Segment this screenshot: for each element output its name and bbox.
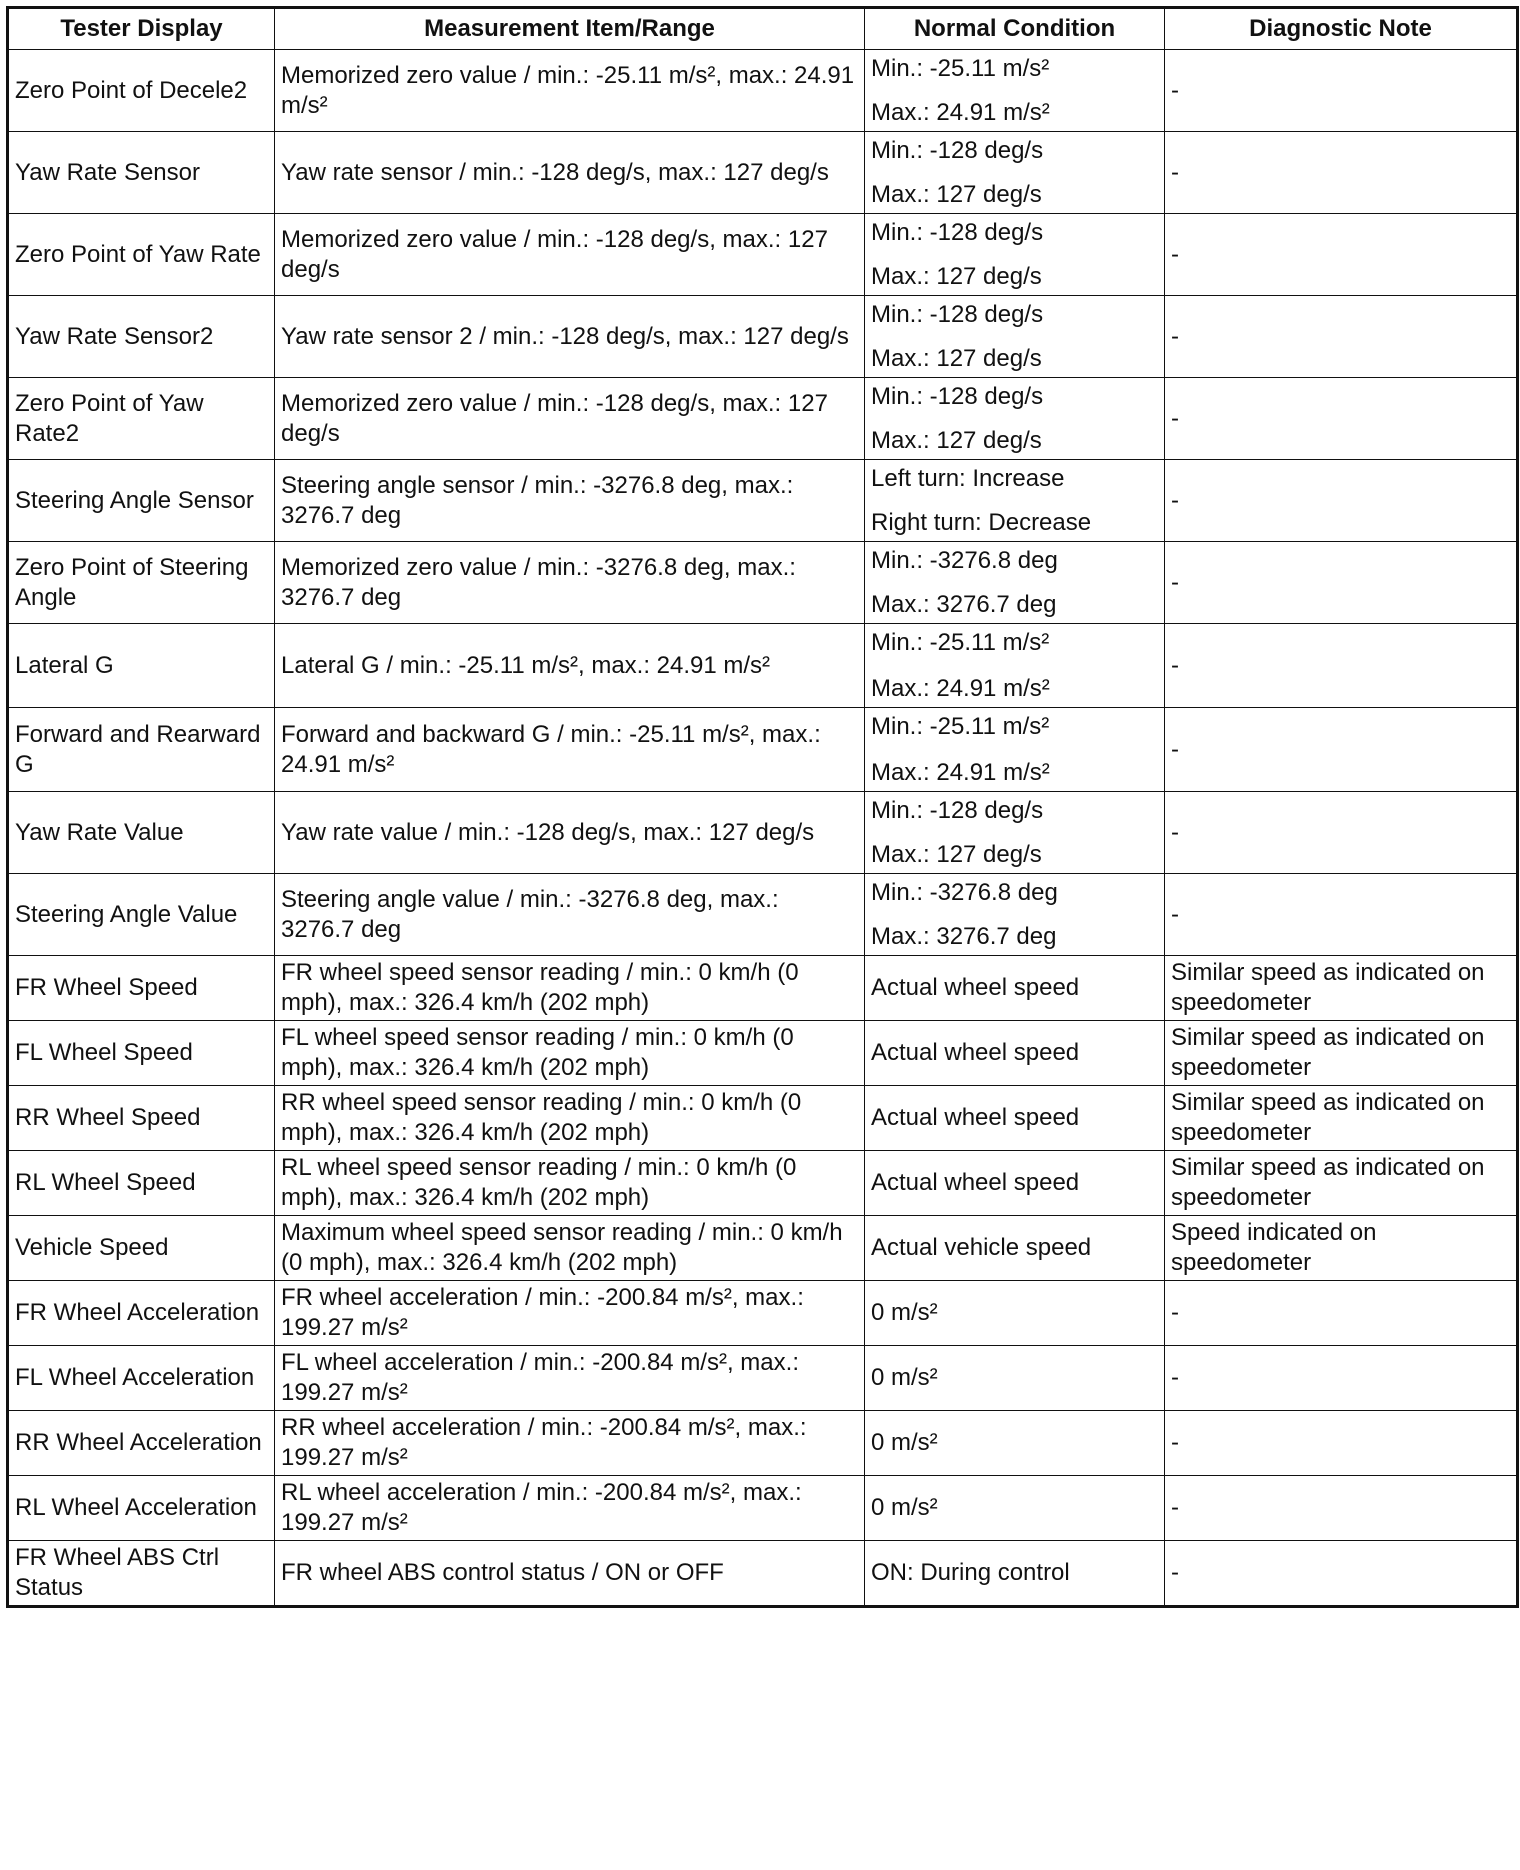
cell-tester-display: Zero Point of Yaw Rate2 [8,378,275,460]
table-row [8,132,1518,214]
normal-condition-line-2: Max.: 127 deg/s [871,840,1042,868]
table-row [8,1346,1518,1411]
cell-measurement-range: Yaw rate value / min.: -128 deg/s, max.: 127 deg/s [275,792,865,874]
normal-condition-line-2: Max.: 127 deg/s [871,344,1042,372]
cell-tester-display: Zero Point of Steering Angle [8,542,275,624]
cell-normal-condition [865,1216,1165,1281]
cell-measurement-range: RR wheel acceleration / min.: -200.84 m/s², max.: 199.27 m/s² [275,1411,865,1476]
normal-condition-line-1: Min.: -128 deg/s [871,796,1044,824]
normal-condition-line-1: 0 m/s² [871,1429,938,1456]
normal-condition-line-2: Max.: 127 deg/s [871,262,1042,290]
normal-condition-line-1: Min.: -128 deg/s [871,382,1044,410]
table-row [8,50,1518,132]
table-row [8,1541,1518,1607]
cell-measurement-range: FR wheel speed sensor reading / min.: 0 km/h (0 mph), max.: 326.4 km/h (202 mph) [275,956,865,1021]
cell-diagnostic-note: - [1165,874,1518,956]
cell-normal-condition [865,378,1165,460]
normal-condition-line-2: Max.: 24.91 m/s² [871,98,1050,126]
normal-condition-line-1: Min.: -25.11 m/s² [871,712,1050,740]
normal-condition-line-1: Min.: -3276.8 deg [871,878,1058,906]
cell-diagnostic-note: - [1165,1346,1518,1411]
normal-condition-line-2: Max.: 3276.7 deg [871,922,1057,950]
cell-tester-display: Yaw Rate Value [8,792,275,874]
header-measurement-item: Measurement Item/Range [275,8,865,50]
cell-normal-condition [865,460,1165,542]
cell-normal-condition [865,132,1165,214]
header-tester-display: Tester Display [8,8,275,50]
cell-diagnostic-note: - [1165,708,1518,792]
cell-tester-display: FR Wheel Acceleration [8,1281,275,1346]
cell-diagnostic-note: Similar speed as indicated on speedometer [1165,1021,1518,1086]
cell-normal-condition [865,708,1165,792]
table-row [8,1216,1518,1281]
normal-condition-line-1: Actual wheel speed [871,1169,1080,1196]
cell-measurement-range: Memorized zero value / min.: -25.11 m/s², max.: 24.91 m/s² [275,50,865,132]
cell-tester-display: Steering Angle Sensor [8,460,275,542]
normal-condition-line-1: 0 m/s² [871,1494,938,1521]
cell-tester-display: Zero Point of Decele2 [8,50,275,132]
cell-diagnostic-note: Similar speed as indicated on speedometer [1165,956,1518,1021]
cell-diagnostic-note: - [1165,50,1518,132]
cell-diagnostic-note: - [1165,214,1518,296]
table-row [8,1086,1518,1151]
cell-normal-condition [865,1281,1165,1346]
cell-tester-display: RR Wheel Speed [8,1086,275,1151]
cell-tester-display: FL Wheel Speed [8,1021,275,1086]
data-list-table [6,6,1519,1608]
table-row [8,1476,1518,1541]
cell-tester-display: Yaw Rate Sensor2 [8,296,275,378]
cell-diagnostic-note: - [1165,1476,1518,1541]
cell-tester-display: Steering Angle Value [8,874,275,956]
cell-measurement-range: Lateral G / min.: -25.11 m/s², max.: 24.91 m/s² [275,624,865,708]
cell-normal-condition [865,1476,1165,1541]
cell-diagnostic-note: - [1165,624,1518,708]
cell-measurement-range: FR wheel ABS control status / ON or OFF [275,1541,865,1607]
normal-condition-line-2: Max.: 24.91 m/s² [871,674,1050,702]
table-row [8,378,1518,460]
cell-normal-condition [865,956,1165,1021]
cell-tester-display: RR Wheel Acceleration [8,1411,275,1476]
cell-tester-display: Zero Point of Yaw Rate [8,214,275,296]
normal-condition-line-2: Max.: 3276.7 deg [871,590,1057,618]
cell-diagnostic-note: - [1165,132,1518,214]
cell-tester-display: Forward and Rearward G [8,708,275,792]
cell-measurement-range: Memorized zero value / min.: -128 deg/s, max.: 127 deg/s [275,214,865,296]
table-row [8,1021,1518,1086]
cell-measurement-range: RL wheel acceleration / min.: -200.84 m/s², max.: 199.27 m/s² [275,1476,865,1541]
header-normal-condition: Normal Condition [865,8,1165,50]
normal-condition-line-1: Actual wheel speed [871,1104,1080,1131]
table-row [8,956,1518,1021]
table-row [8,1281,1518,1346]
cell-measurement-range: Forward and backward G / min.: -25.11 m/s², max.: 24.91 m/s² [275,708,865,792]
cell-diagnostic-note: - [1165,378,1518,460]
cell-normal-condition [865,874,1165,956]
normal-condition-line-1: 0 m/s² [871,1364,938,1391]
table-row [8,296,1518,378]
normal-condition-line-1: Min.: -3276.8 deg [871,546,1058,574]
cell-tester-display: FL Wheel Acceleration [8,1346,275,1411]
cell-measurement-range: RL wheel speed sensor reading / min.: 0 km/h (0 mph), max.: 326.4 km/h (202 mph) [275,1151,865,1216]
cell-measurement-range: FR wheel acceleration / min.: -200.84 m/s², max.: 199.27 m/s² [275,1281,865,1346]
cell-diagnostic-note: - [1165,792,1518,874]
cell-measurement-range: Yaw rate sensor / min.: -128 deg/s, max.: 127 deg/s [275,132,865,214]
cell-measurement-range: FL wheel speed sensor reading / min.: 0 km/h (0 mph), max.: 326.4 km/h (202 mph) [275,1021,865,1086]
cell-normal-condition [865,50,1165,132]
normal-condition-line-1: ON: During control [871,1559,1070,1586]
cell-tester-display: RL Wheel Acceleration [8,1476,275,1541]
cell-measurement-range: Yaw rate sensor 2 / min.: -128 deg/s, max.: 127 deg/s [275,296,865,378]
cell-normal-condition [865,1021,1165,1086]
cell-normal-condition [865,1346,1165,1411]
normal-condition-line-2: Max.: 127 deg/s [871,426,1042,454]
normal-condition-line-1: Min.: -128 deg/s [871,218,1044,246]
cell-normal-condition [865,1411,1165,1476]
cell-tester-display: RL Wheel Speed [8,1151,275,1216]
cell-measurement-range: Steering angle sensor / min.: -3276.8 deg, max.: 3276.7 deg [275,460,865,542]
cell-diagnostic-note: - [1165,1411,1518,1476]
cell-tester-display: FR Wheel Speed [8,956,275,1021]
cell-normal-condition [865,296,1165,378]
table-row [8,708,1518,792]
normal-condition-line-1: Min.: -128 deg/s [871,300,1044,328]
normal-condition-line-2: Max.: 127 deg/s [871,180,1042,208]
cell-diagnostic-note: - [1165,1541,1518,1607]
table-row [8,214,1518,296]
cell-normal-condition [865,214,1165,296]
header-diagnostic-note: Diagnostic Note [1165,8,1518,50]
cell-normal-condition [865,1086,1165,1151]
header-row [8,8,1518,50]
normal-condition-line-1: Actual wheel speed [871,1039,1080,1066]
table-row [8,624,1518,708]
cell-tester-display: Vehicle Speed [8,1216,275,1281]
table-row [8,1151,1518,1216]
normal-condition-line-2: Right turn: Decrease [871,508,1092,536]
table-row [8,792,1518,874]
cell-normal-condition [865,542,1165,624]
normal-condition-line-1: Min.: -25.11 m/s² [871,54,1050,82]
normal-condition-line-1: Actual wheel speed [871,974,1080,1001]
cell-measurement-range: Memorized zero value / min.: -3276.8 deg, max.: 3276.7 deg [275,542,865,624]
cell-measurement-range: Memorized zero value / min.: -128 deg/s, max.: 127 deg/s [275,378,865,460]
normal-condition-line-1: Left turn: Increase [871,464,1065,492]
normal-condition-line-1: Min.: -25.11 m/s² [871,628,1050,656]
cell-measurement-range: RR wheel speed sensor reading / min.: 0 km/h (0 mph), max.: 326.4 km/h (202 mph) [275,1086,865,1151]
cell-tester-display: FR Wheel ABS Ctrl Status [8,1541,275,1607]
normal-condition-line-2: Max.: 24.91 m/s² [871,758,1050,786]
cell-tester-display: Yaw Rate Sensor [8,132,275,214]
cell-tester-display: Lateral G [8,624,275,708]
cell-diagnostic-note: Speed indicated on speedometer [1165,1216,1518,1281]
normal-condition-line-1: 0 m/s² [871,1299,938,1326]
cell-diagnostic-note: - [1165,542,1518,624]
cell-diagnostic-note: Similar speed as indicated on speedometer [1165,1151,1518,1216]
cell-measurement-range: Maximum wheel speed sensor reading / min.: 0 km/h (0 mph), max.: 326.4 km/h (202 mph) [275,1216,865,1281]
cell-normal-condition [865,624,1165,708]
cell-diagnostic-note: - [1165,460,1518,542]
cell-diagnostic-note: Similar speed as indicated on speedometer [1165,1086,1518,1151]
cell-diagnostic-note: - [1165,1281,1518,1346]
table-header [8,8,1518,50]
table-row [8,874,1518,956]
cell-normal-condition [865,792,1165,874]
normal-condition-line-1: Min.: -128 deg/s [871,136,1044,164]
cell-normal-condition [865,1541,1165,1607]
table-row [8,460,1518,542]
cell-normal-condition [865,1151,1165,1216]
table-body [8,50,1518,1607]
cell-diagnostic-note: - [1165,296,1518,378]
cell-measurement-range: FL wheel acceleration / min.: -200.84 m/s², max.: 199.27 m/s² [275,1346,865,1411]
table-row [8,1411,1518,1476]
table-row [8,542,1518,624]
cell-measurement-range: Steering angle value / min.: -3276.8 deg, max.: 3276.7 deg [275,874,865,956]
normal-condition-line-1: Actual vehicle speed [871,1234,1092,1261]
